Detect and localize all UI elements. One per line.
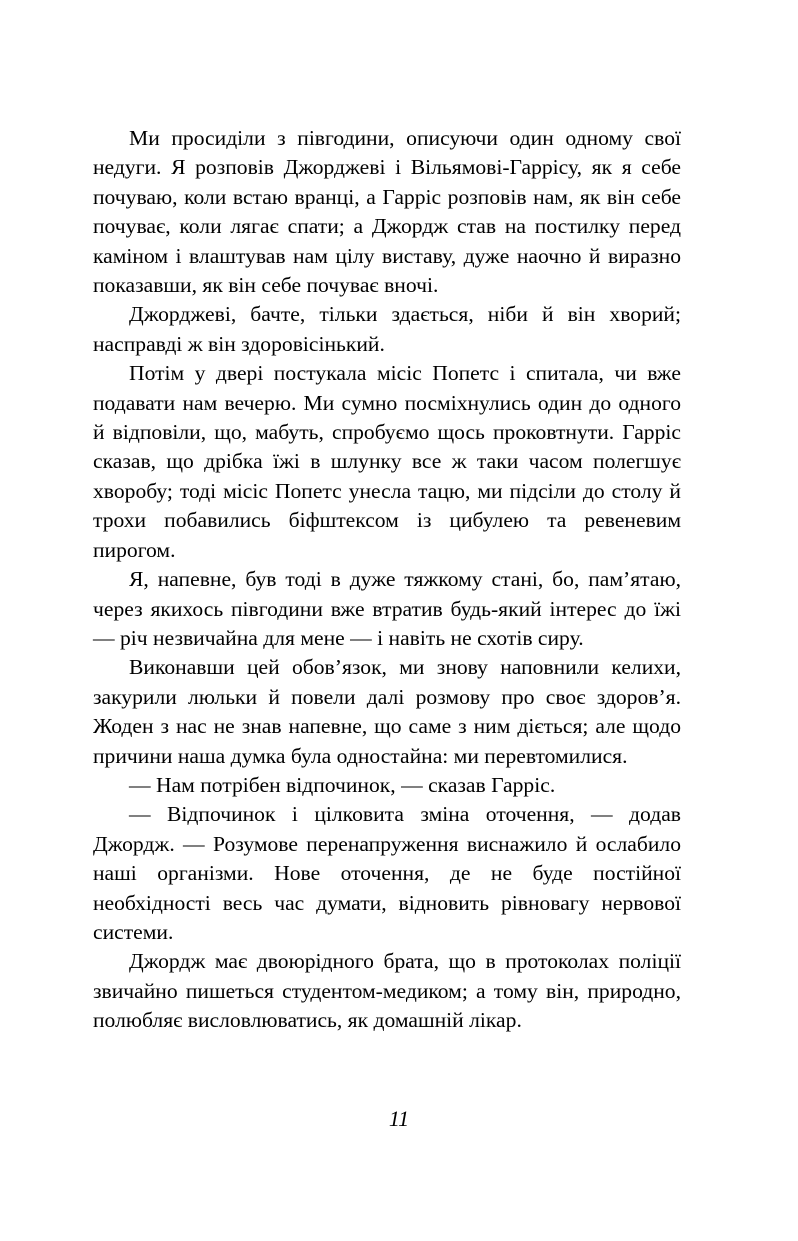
paragraph-1: Ми просиділи з півгодини, описуючи один одному свої недуги. Я розповів Джорджеві і Вільямові-Гаррісу, як я себе почуваю, коли встаю вранці, а Гарріс розповів нам, як він себе почуває, коли лягає спати; а Джордж став на постилку перед каміном і влаштував нам цілу виставу, дуже наочно й виразно показавши, як він себе почуває вночі.	[93, 126, 681, 298]
paragraph-2: Джорджеві, бачте, тільки здається, ніби й він хворий; насправді ж він здоровісінький.	[93, 302, 681, 356]
paragraph-6: — Нам потрібен відпочинок, — сказав Гарріс.	[129, 772, 556, 797]
paragraph-3: Потім у двері постукала місіс Попетс і спитала, чи вже подавати нам вечерю. Ми сумно посміхнулись один до одного й відповіли, що, мабуть, спробуємо щось проковтнути. Гарріс сказав, що дрібка їжі в шлунку все ж таки часом полегшує хворобу; тоді місіс Попетс унесла тацю, ми підсіли до столу й трохи побавились біфштексом із цибулею та ревеневим пирогом.	[93, 361, 681, 562]
paragraph-4: Я, напевне, був тоді в дуже тяжкому стані, бо, пам’ятаю, через якихось півгодини вже втратив будь-який інтерес до їжі — річ незвичайна для мене — і навіть не схотів сиру.	[93, 567, 681, 650]
page-number: 11	[388, 1106, 410, 1131]
paragraph-5: Виконавши цей обов’язок, ми знову наповнили келихи, закурили люльки й повели далі розмову про своє здоров’я. Жоден з нас не знав напевне, що саме з ним діється; але щодо причини наша думка була одностайна: ми перевтомилися.	[93, 655, 681, 768]
paragraph-8: Джордж має двоюрідного брата, що в протоколах поліції звичайно пишеться студентом-медиком; а тому він, природно, полюбляє висловлюватись, як домашній лікар.	[93, 949, 681, 1033]
paragraph-7: — Відпочинок і цілковита зміна оточення, — додав Джордж. — Розумове перенапруження виснажило й ослабило наші організми. Нове оточення, де не буде постійної необхідності весь час думати, відновить рівновагу нервової системи.	[93, 802, 681, 944]
body-text	[93, 124, 681, 1036]
